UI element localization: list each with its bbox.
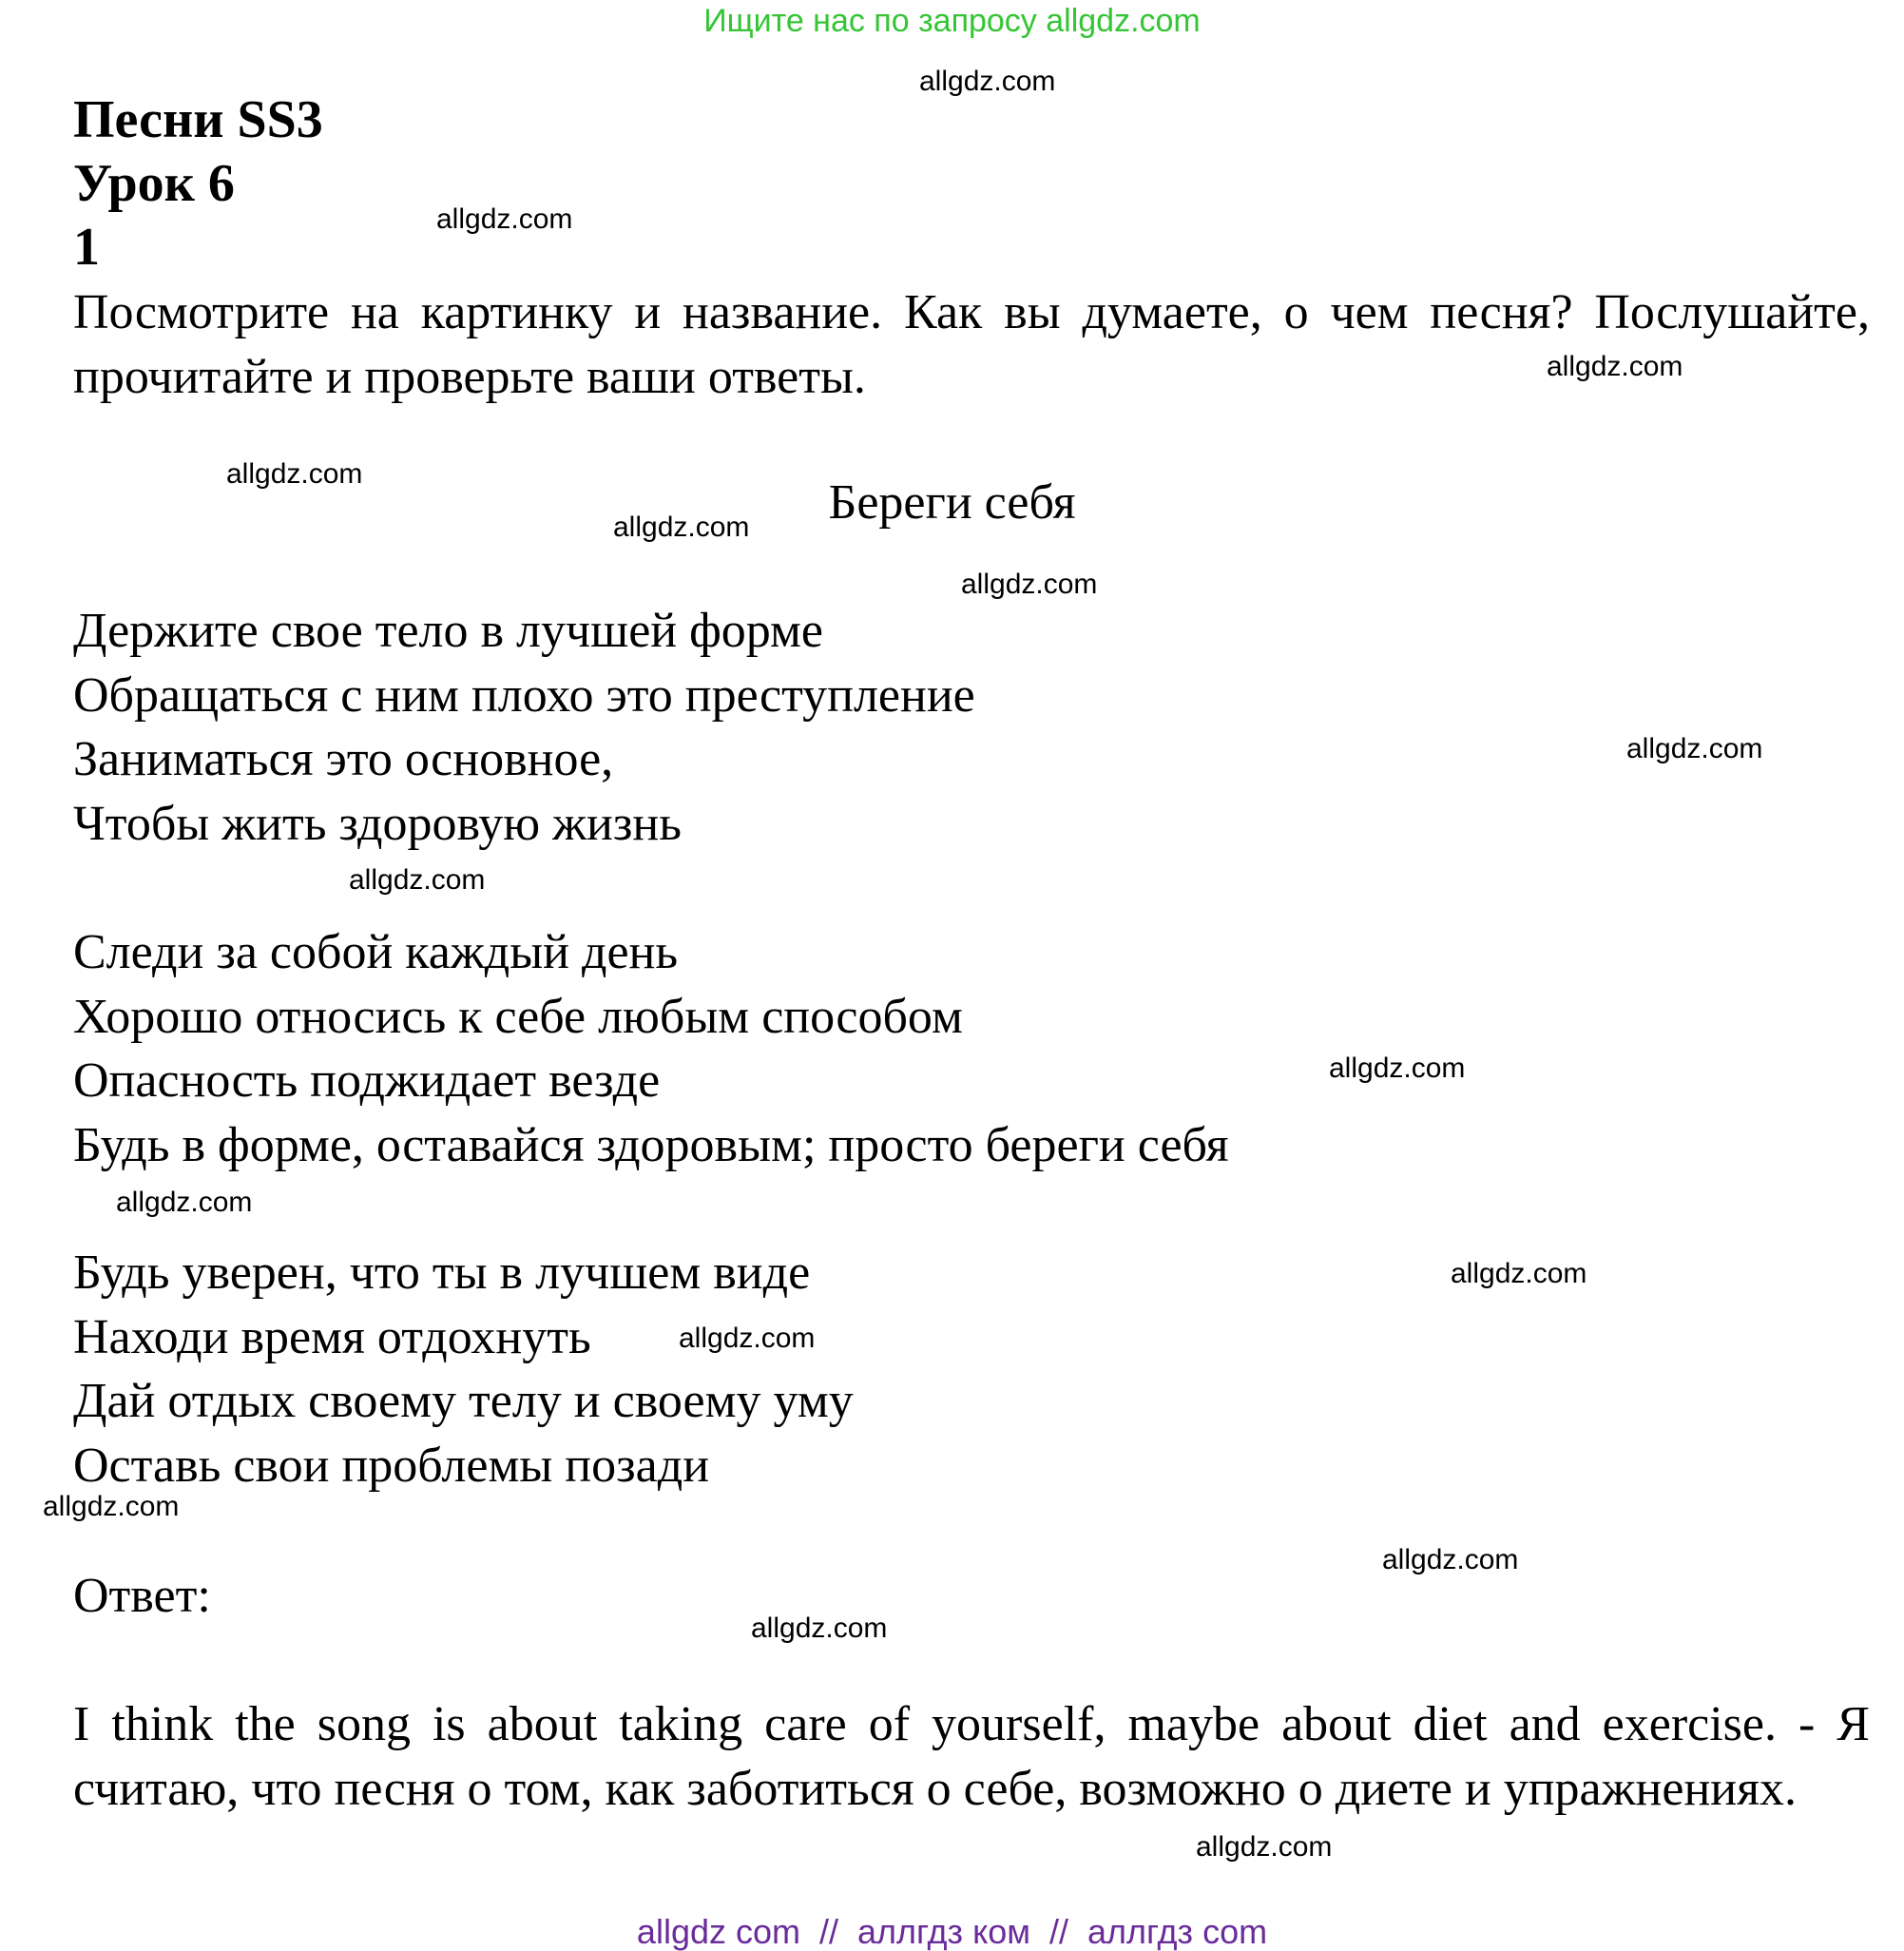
verse-line: Держите свое тело в лучшей форме [73, 604, 823, 658]
watermark: allgdz.com [1382, 1544, 1519, 1575]
song-verse-1 [73, 599, 975, 856]
watermark: allgdz.com [436, 203, 573, 235]
verse-line: Чтобы жить здоровую жизнь [73, 796, 682, 851]
watermark: allgdz.com [961, 569, 1098, 600]
verse-line: Заниматься это основное, [73, 732, 614, 786]
verse-line: Находи время отдохнуть [73, 1309, 591, 1364]
watermark: allgdz.com [1196, 1831, 1333, 1863]
watermark: allgdz.com [116, 1187, 253, 1218]
exercise-instruction: Посмотрите на картинку и название. Как вы думаете, о чем песня? Послушайте, прочитайте и проверьте ваши ответы. [73, 285, 1870, 404]
page-title: Песни SS3 [73, 90, 323, 149]
answer-label: Ответ: [73, 1569, 211, 1623]
verse-line: Дай отдых своему телу и своему уму [73, 1374, 854, 1428]
watermark: allgdz.com [919, 66, 1056, 97]
exercise-number: 1 [73, 218, 100, 277]
watermark: allgdz.com [679, 1323, 816, 1354]
verse-line: Опасность поджидает везде [73, 1053, 661, 1108]
verse-line: Обращаться с ним плохо это преступление [73, 667, 975, 723]
watermark: allgdz.com [226, 458, 363, 490]
song-title: Береги себя [828, 475, 1076, 530]
watermark: allgdz.com [613, 512, 750, 543]
watermark: allgdz.com [1626, 733, 1763, 764]
verse-line: Будь уверен, что ты в лучшем виде [73, 1246, 811, 1300]
verse-line: Будь в форме, оставайся здоровым; просто береги себя [73, 1117, 1229, 1172]
watermark: allgdz.com [43, 1491, 180, 1522]
watermark: allgdz.com [349, 864, 486, 896]
watermark: allgdz.com [751, 1613, 888, 1644]
song-verse-3 [73, 1241, 854, 1497]
watermark: allgdz.com [1329, 1053, 1466, 1084]
song-verse-2 [73, 920, 1229, 1177]
top-banner: Ищите нас по запросу allgdz.com [703, 3, 1201, 39]
verse-line: Хорошо относись к себе любым способом [73, 989, 963, 1044]
watermark: allgdz.com [1547, 351, 1683, 382]
answer-text: I think the song is about taking care of yourself, maybe about diet and exercise. - Я считаю, что песня о том, как заботиться о себе, возможно о диете и упражнениях. [73, 1697, 1870, 1816]
lesson-heading: Урок 6 [73, 154, 235, 213]
verse-line: Следи за собой каждый день [73, 925, 679, 979]
footer-links: allgdz com // аллгдз ком // аллгдз com [636, 1912, 1268, 1951]
verse-line: Оставь свои проблемы позади [73, 1438, 710, 1493]
watermark: allgdz.com [1451, 1258, 1587, 1289]
